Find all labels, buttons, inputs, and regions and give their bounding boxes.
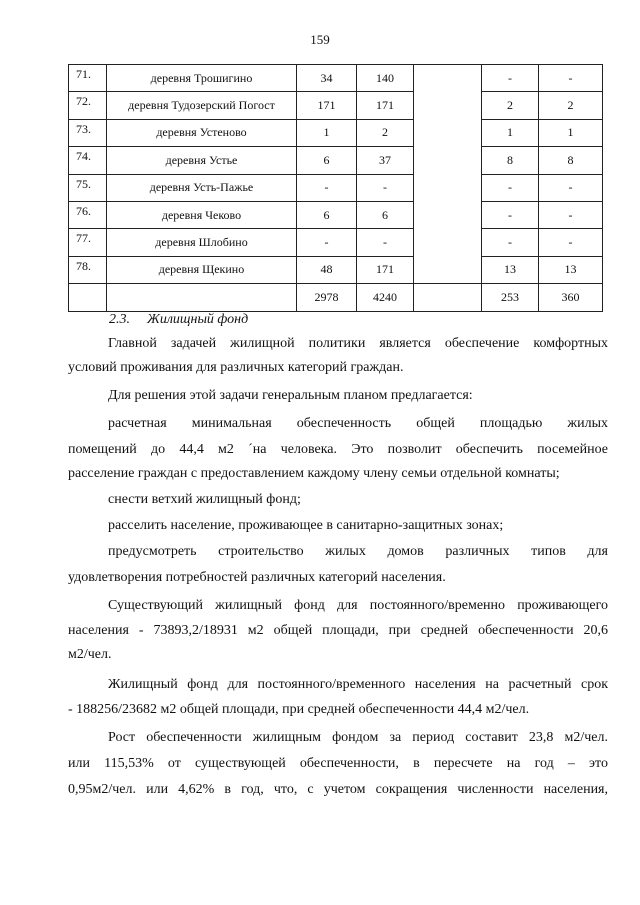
value-cell: -	[539, 201, 603, 228]
value-cell: 6	[297, 201, 357, 228]
merged-cell	[414, 119, 482, 146]
settlement-name-cell: деревня Трошигино	[107, 65, 297, 92]
row-number-cell: 76.	[69, 201, 107, 228]
merged-cell	[414, 65, 482, 92]
section-heading	[109, 312, 248, 328]
value-cell: -	[482, 65, 539, 92]
paragraph-line: или 115,53% от существующей обеспеченности, в пересчете на год – это	[68, 756, 608, 771]
value-cell: 2	[539, 92, 603, 119]
value-cell: 1	[539, 119, 603, 146]
settlement-name-cell: деревня Усть-Пажье	[107, 174, 297, 201]
settlement-name-cell: деревня Тудозерский Погост	[107, 92, 297, 119]
value-cell: 171	[297, 92, 357, 119]
value-cell: -	[297, 229, 357, 256]
table-row	[69, 147, 603, 174]
section-title: Жилищный фонд	[147, 312, 249, 327]
table-row	[69, 119, 603, 146]
merged-cell	[414, 284, 482, 311]
paragraph-line: населения - 73893,2/18931 м2 общей площади, при средней обеспеченности 20,6	[68, 623, 608, 638]
table-row	[69, 229, 603, 256]
row-number-cell: 74.	[69, 147, 107, 174]
paragraph-line: м2/чел.	[68, 647, 112, 662]
table-row	[69, 256, 603, 283]
value-cell: -	[482, 229, 539, 256]
value-cell: -	[357, 229, 414, 256]
paragraph-line: - 188256/23682 м2 общей площади, при средней обеспеченности 44,4 м2/чел.	[68, 702, 530, 717]
paragraph-line: Жилищный фонд для постоянного/временного населения на расчетный срок	[108, 677, 608, 692]
table-row	[69, 174, 603, 201]
page-number: 159	[310, 32, 330, 47]
settlement-name-cell: деревня Устье	[107, 147, 297, 174]
value-cell: 1	[482, 119, 539, 146]
row-number-cell	[69, 284, 107, 311]
merged-cell	[414, 174, 482, 201]
value-cell: 34	[297, 65, 357, 92]
merged-cell	[414, 92, 482, 119]
row-number-cell: 77.	[69, 229, 107, 256]
paragraph-line: Главной задачей жилищной политики является обеспечение комфортных	[108, 336, 608, 351]
value-cell: 13	[539, 256, 603, 283]
paragraph-line: предусмотреть строительство жилых домов различных типов для	[108, 544, 608, 559]
value-cell: -	[539, 174, 603, 201]
section-number: 2.3.	[109, 312, 130, 327]
merged-cell	[414, 147, 482, 174]
row-number-cell: 78.	[69, 256, 107, 283]
value-cell: 6	[357, 201, 414, 228]
value-cell: 140	[357, 65, 414, 92]
merged-cell	[414, 201, 482, 228]
settlement-name-cell: деревня Щекино	[107, 256, 297, 283]
paragraph-line: удовлетворения потребностей различных категорий населения.	[68, 570, 446, 585]
merged-cell	[414, 229, 482, 256]
value-cell: 8	[482, 147, 539, 174]
value-cell: 6	[297, 147, 357, 174]
paragraph-line: Рост обеспеченности жилищным фондом за период составит 23,8 м2/чел.	[108, 730, 608, 745]
value-cell: 2978	[297, 284, 357, 311]
table-row	[69, 201, 603, 228]
row-number-cell: 75.	[69, 174, 107, 201]
table-total-row	[69, 284, 603, 311]
value-cell: 37	[357, 147, 414, 174]
value-cell: 2	[357, 119, 414, 146]
table-row	[69, 92, 603, 119]
paragraph-line: Для решения этой задачи генеральным планом предлагается:	[108, 388, 473, 403]
value-cell: 48	[297, 256, 357, 283]
paragraph-line: 0,95м2/чел. или 4,62% в год, что, с учетом сокращения численности населения,	[68, 782, 608, 797]
value-cell: -	[357, 174, 414, 201]
paragraph-line: условий проживания для различных категорий граждан.	[68, 360, 404, 375]
value-cell: 360	[539, 284, 603, 311]
value-cell: -	[482, 201, 539, 228]
value-cell: -	[539, 229, 603, 256]
value-cell: 8	[539, 147, 603, 174]
merged-cell	[414, 256, 482, 283]
settlement-name-cell	[107, 284, 297, 311]
row-number-cell: 73.	[69, 119, 107, 146]
value-cell: 1	[297, 119, 357, 146]
value-cell: 253	[482, 284, 539, 311]
value-cell: 2	[482, 92, 539, 119]
paragraph-line: Существующий жилищный фонд для постоянного/временно проживающего	[108, 598, 608, 613]
settlements-table	[68, 64, 603, 312]
value-cell: -	[482, 174, 539, 201]
settlement-name-cell: деревня Чеково	[107, 201, 297, 228]
paragraph-line: помещений до 44,4 м2 ´на человека. Это позволит обеспечить посемейное	[68, 442, 608, 457]
row-number-cell: 72.	[69, 92, 107, 119]
table-row	[69, 65, 603, 92]
paragraph-line: расселить население, проживающее в санитарно-защитных зонах;	[108, 518, 504, 533]
row-number-cell: 71.	[69, 65, 107, 92]
paragraph-line: расселение граждан с предоставлением каждому члену семьи отдельной комнаты;	[68, 466, 560, 481]
settlement-name-cell: деревня Устеново	[107, 119, 297, 146]
value-cell: 4240	[357, 284, 414, 311]
paragraph-line: расчетная минимальная обеспеченность общей площадью жилых	[108, 416, 608, 431]
settlement-name-cell: деревня Шлобино	[107, 229, 297, 256]
value-cell: -	[297, 174, 357, 201]
value-cell: 171	[357, 256, 414, 283]
value-cell: -	[539, 65, 603, 92]
value-cell: 13	[482, 256, 539, 283]
value-cell: 171	[357, 92, 414, 119]
paragraph-line: снести ветхий жилищный фонд;	[108, 492, 301, 507]
